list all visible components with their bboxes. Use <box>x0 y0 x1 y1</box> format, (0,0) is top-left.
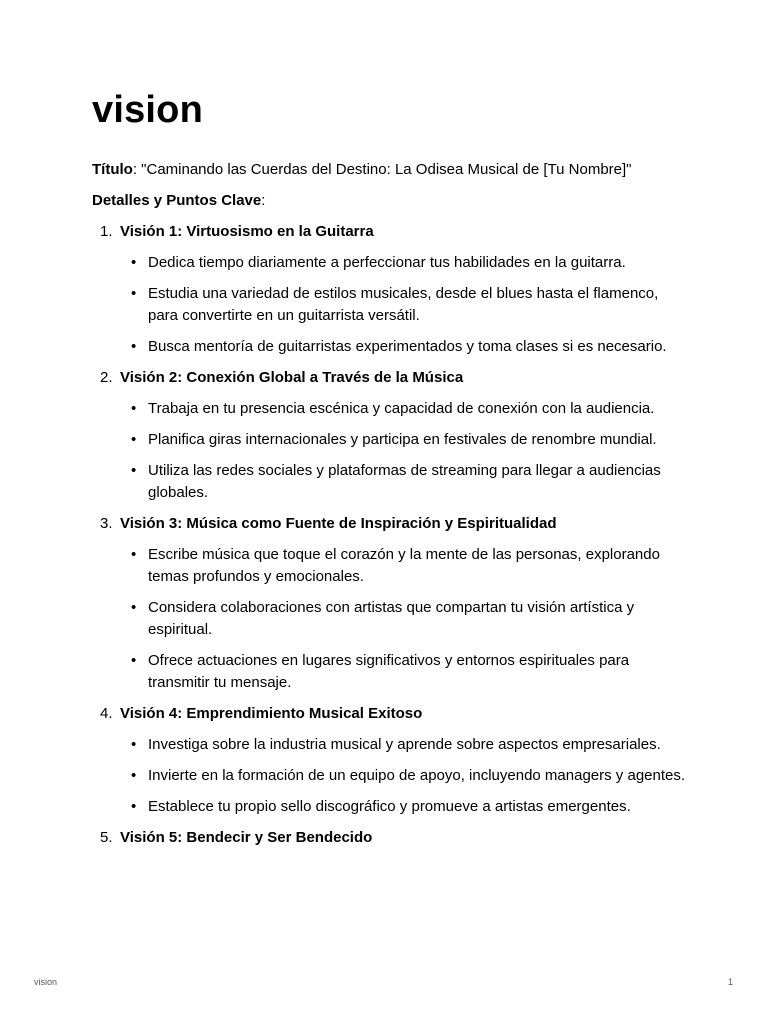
vision-item <box>92 367 692 504</box>
vision-heading: Visión 4: Emprendimiento Musical Exitoso <box>120 705 423 722</box>
list-item <box>120 796 692 818</box>
vision-number: 2. <box>100 369 113 386</box>
point-text: Estudia una variedad de estilos musicales, desde el blues hasta el flamenco, para convertirte en un guitarrista versátil. <box>148 285 659 324</box>
point-text: Utiliza las redes sociales y plataformas de streaming para llegar a audiencias globales. <box>148 462 661 501</box>
list-item <box>120 283 692 327</box>
bullet-icon: • <box>131 431 137 448</box>
list-item <box>120 398 692 420</box>
visions-list <box>92 221 692 849</box>
bullet-icon: • <box>131 798 137 815</box>
list-item <box>120 544 692 588</box>
title-label: Título <box>92 161 133 178</box>
bullet-icon: • <box>131 652 137 669</box>
point-text: Considera colaboraciones con artistas que compartan tu visión artística y espiritual. <box>148 599 635 638</box>
bullet-icon: • <box>131 599 137 616</box>
vision-item <box>92 827 692 849</box>
list-item <box>120 765 692 787</box>
vision-number: 5. <box>100 829 113 846</box>
point-text: Establece tu propio sello discográfico y promueve a artistas emergentes. <box>148 798 631 815</box>
vision-number: 1. <box>100 223 113 240</box>
title-value: : "Caminando las Cuerdas del Destino: La Odisea Musical de [Tu Nombre]" <box>132 161 632 178</box>
details-line <box>92 190 692 212</box>
point-text: Investiga sobre la industria musical y aprende sobre aspectos empresariales. <box>148 736 661 753</box>
details-suffix: : <box>261 192 266 209</box>
vision-points <box>120 544 692 694</box>
document-page <box>92 88 692 858</box>
point-text: Planifica giras internacionales y participa en festivales de renombre mundial. <box>148 431 657 448</box>
point-text: Dedica tiempo diariamente a perfeccionar tus habilidades en la guitarra. <box>148 254 626 271</box>
list-item <box>120 650 692 694</box>
vision-heading: Visión 1: Virtuosismo en la Guitarra <box>120 223 374 240</box>
point-text: Busca mentoría de guitarristas experimentados y toma clases si es necesario. <box>148 338 667 355</box>
vision-heading: Visión 5: Bendecir y Ser Bendecido <box>120 829 373 846</box>
vision-heading: Visión 2: Conexión Global a Través de la Música <box>120 369 464 386</box>
bullet-icon: • <box>131 462 137 479</box>
bullet-icon: • <box>131 285 137 302</box>
point-text: Escribe música que toque el corazón y la mente de las personas, explorando temas profundos y emocionales. <box>148 546 660 585</box>
list-item <box>120 252 692 274</box>
bullet-icon: • <box>131 736 137 753</box>
point-text: Invierte en la formación de un equipo de apoyo, incluyendo managers y agentes. <box>148 767 686 784</box>
bullet-icon: • <box>131 338 137 355</box>
vision-points <box>120 252 692 358</box>
bullet-icon: • <box>131 767 137 784</box>
list-item <box>120 734 692 756</box>
list-item <box>120 460 692 504</box>
bullet-icon: • <box>131 400 137 417</box>
footer-document-name: vision <box>34 977 58 987</box>
list-item <box>120 429 692 451</box>
bullet-icon: • <box>131 546 137 563</box>
list-item <box>120 597 692 641</box>
vision-points <box>120 398 692 504</box>
vision-item <box>92 513 692 694</box>
point-text: Ofrece actuaciones en lugares significativos y entornos espirituales para transmitir tu mensaje. <box>148 652 630 691</box>
vision-number: 3. <box>100 515 113 532</box>
vision-number: 4. <box>100 705 113 722</box>
vision-heading: Visión 3: Música como Fuente de Inspiración y Espiritualidad <box>120 515 557 532</box>
footer-page-number: 1 <box>727 977 733 987</box>
title-line <box>92 159 692 181</box>
point-text: Trabaja en tu presencia escénica y capacidad de conexión con la audiencia. <box>148 400 655 417</box>
details-label: Detalles y Puntos Clave <box>92 192 262 209</box>
vision-item <box>92 221 692 358</box>
bullet-icon: • <box>131 254 137 271</box>
list-item <box>120 336 692 358</box>
vision-points <box>120 734 692 818</box>
vision-item <box>92 703 692 818</box>
document-heading: vision <box>92 89 204 131</box>
